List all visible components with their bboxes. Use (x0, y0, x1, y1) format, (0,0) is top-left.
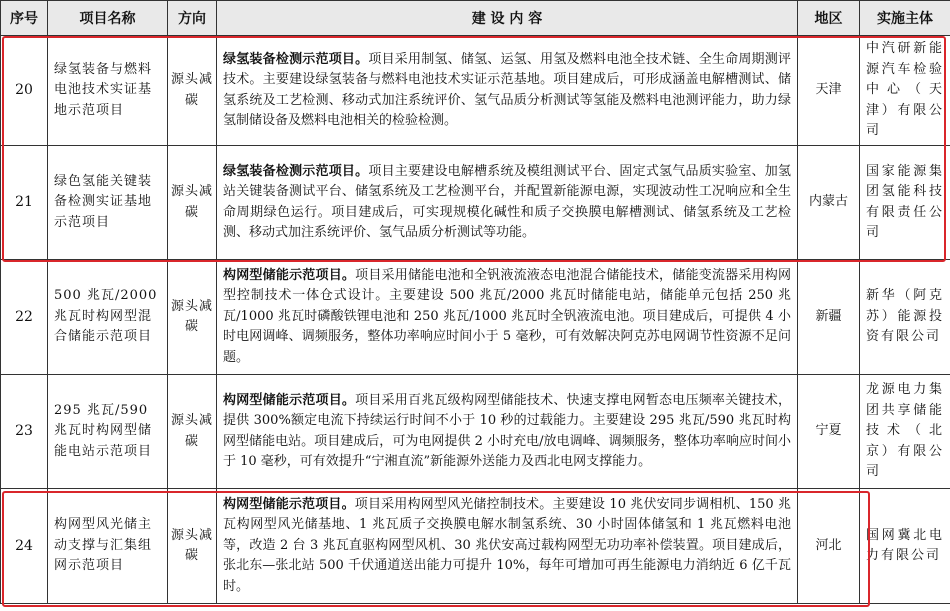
row-index: 22 (1, 260, 48, 375)
content-body: 项目采用百兆瓦级构网型储能技术、快速支撑电网暂态电压频率关键技术，提供 300%额定电流下持续运行时间不小于 10 秒的过载能力。主要建设 295 兆瓦/590 兆瓦时构网型储能电站。项目建成后，可为电网提供 2 小时充电/放电调峰、调频服务，整体功率响应时间小于 10 毫秒，可有效提升“宁湘直流”新能源外送能力及西北电网支撑能力。 (223, 392, 791, 469)
project-direction: 源头减碳 (168, 260, 217, 375)
project-organization: 国网冀北电力有限公司 (860, 489, 950, 604)
table-row (1, 489, 950, 604)
header-direction: 方向 (168, 1, 217, 36)
project-content (217, 36, 798, 146)
project-direction: 源头减碳 (168, 375, 217, 489)
header-content: 建 设 内 容 (217, 1, 798, 36)
project-organization: 新华（阿克苏）能源投资有限公司 (860, 260, 950, 375)
project-content (217, 146, 798, 260)
content-body: 项目采用制氢、储氢、运氢、用氢及燃料电池全技术链、全生命周期测评技术。主要建设绿氢装备与燃料电池技术实证示范基地。项目建成后，可形成涵盖电解槽测试、储氢系统及工艺检测、移动式加注系统评价、氢气品质分析测试等氢能及燃料电池测评能力，助力绿氢制储设备及燃料电池相关的检验检测。 (223, 51, 791, 128)
project-region: 宁夏 (798, 375, 860, 489)
row-index: 21 (1, 146, 48, 260)
table-row (1, 36, 950, 146)
project-content (217, 260, 798, 375)
project-region: 天津 (798, 36, 860, 146)
content-lead: 绿氢装备检测示范项目。 (223, 51, 369, 67)
project-content (217, 489, 798, 604)
content-body: 项目采用储能电池和全钒液流液态电池混合储能技术，储能变流器采用构网型控制技术一体仓式设计。主要建设 500 兆瓦/2000 兆瓦时储能电站，储能单元包括 250 兆瓦/1000 兆瓦时磷酸铁锂电池和 250 兆瓦/1000 兆瓦时全钒液流电池。项目建成后，可提供 4 小时电网调峰、调频服务，整体功率响应时间小于 5 毫秒，可有效解决阿克苏电网调节性资源不足问题。 (223, 267, 791, 365)
header-row (1, 1, 950, 36)
table-row (1, 146, 950, 260)
content-lead: 构网型储能示范项目。 (223, 496, 355, 512)
project-region: 新疆 (798, 260, 860, 375)
project-region: 河北 (798, 489, 860, 604)
header-organization: 实施主体 (860, 1, 950, 36)
row-index: 23 (1, 375, 48, 489)
table-row (1, 260, 950, 375)
row-index: 20 (1, 36, 48, 146)
project-content (217, 375, 798, 489)
project-name: 绿氢装备与燃料电池技术实证基地示范项目 (48, 36, 168, 146)
header-project-name: 项目名称 (48, 1, 168, 36)
content-lead: 绿氢装备检测示范项目。 (223, 163, 369, 179)
content-lead: 构网型储能示范项目。 (223, 267, 356, 283)
project-name: 500 兆瓦/2000 兆瓦时构网型混合储能示范项目 (48, 260, 168, 375)
table-row (1, 375, 950, 489)
project-name: 295 兆瓦/590 兆瓦时构网型储能电站示范项目 (48, 375, 168, 489)
project-name: 绿色氢能关键装备检测实证基地示范项目 (48, 146, 168, 260)
content-lead: 构网型储能示范项目。 (223, 392, 356, 408)
header-region: 地区 (798, 1, 860, 36)
row-index: 24 (1, 489, 48, 604)
project-direction: 源头减碳 (168, 146, 217, 260)
project-organization: 龙源电力集团共享储能技术（北京）有限公司 (860, 375, 950, 489)
project-direction: 源头减碳 (168, 36, 217, 146)
project-direction: 源头减碳 (168, 489, 217, 604)
project-region: 内蒙古 (798, 146, 860, 260)
project-name: 构网型风光储主动支撑与汇集组网示范项目 (48, 489, 168, 604)
content-body: 项目采用构网型风光储控制技术。主要建设 10 兆伏安同步调相机、150 兆瓦构网型风光储基地、1 兆瓦质子交换膜电解水制氢系统、30 小时固体储氢和 1 兆瓦燃料电池等，改造 2 台 3 兆瓦直驱构网型风机、30 兆伏安高过载构网型无功功率补偿装置。项目建成后，张北东—张北站 500 千伏通道送出能力可提升 10%，每年可增加可再生能源电力消纳近 6 亿千瓦时。 (223, 496, 791, 594)
content-body: 项目主要建设电解槽系统及模组测试平台、固定式氢气品质实验室、加氢站关键装备测试平台、储氢系统及工艺检测平台，并配置新能源电源，实现波动性工况响应和全生命周期绿色运行。项目建成后，可实现规模化碱性和质子交换膜电解槽测试、储氢系统及工艺检测、移动式加注系统评价、氢气品质分析测试等功能。 (223, 163, 791, 240)
header-index: 序号 (1, 1, 48, 36)
project-organization: 国家能源集团氢能科技有限责任公司 (860, 146, 950, 260)
project-organization: 中汽研新能源汽车检验中心（天津）有限公司 (860, 36, 950, 146)
